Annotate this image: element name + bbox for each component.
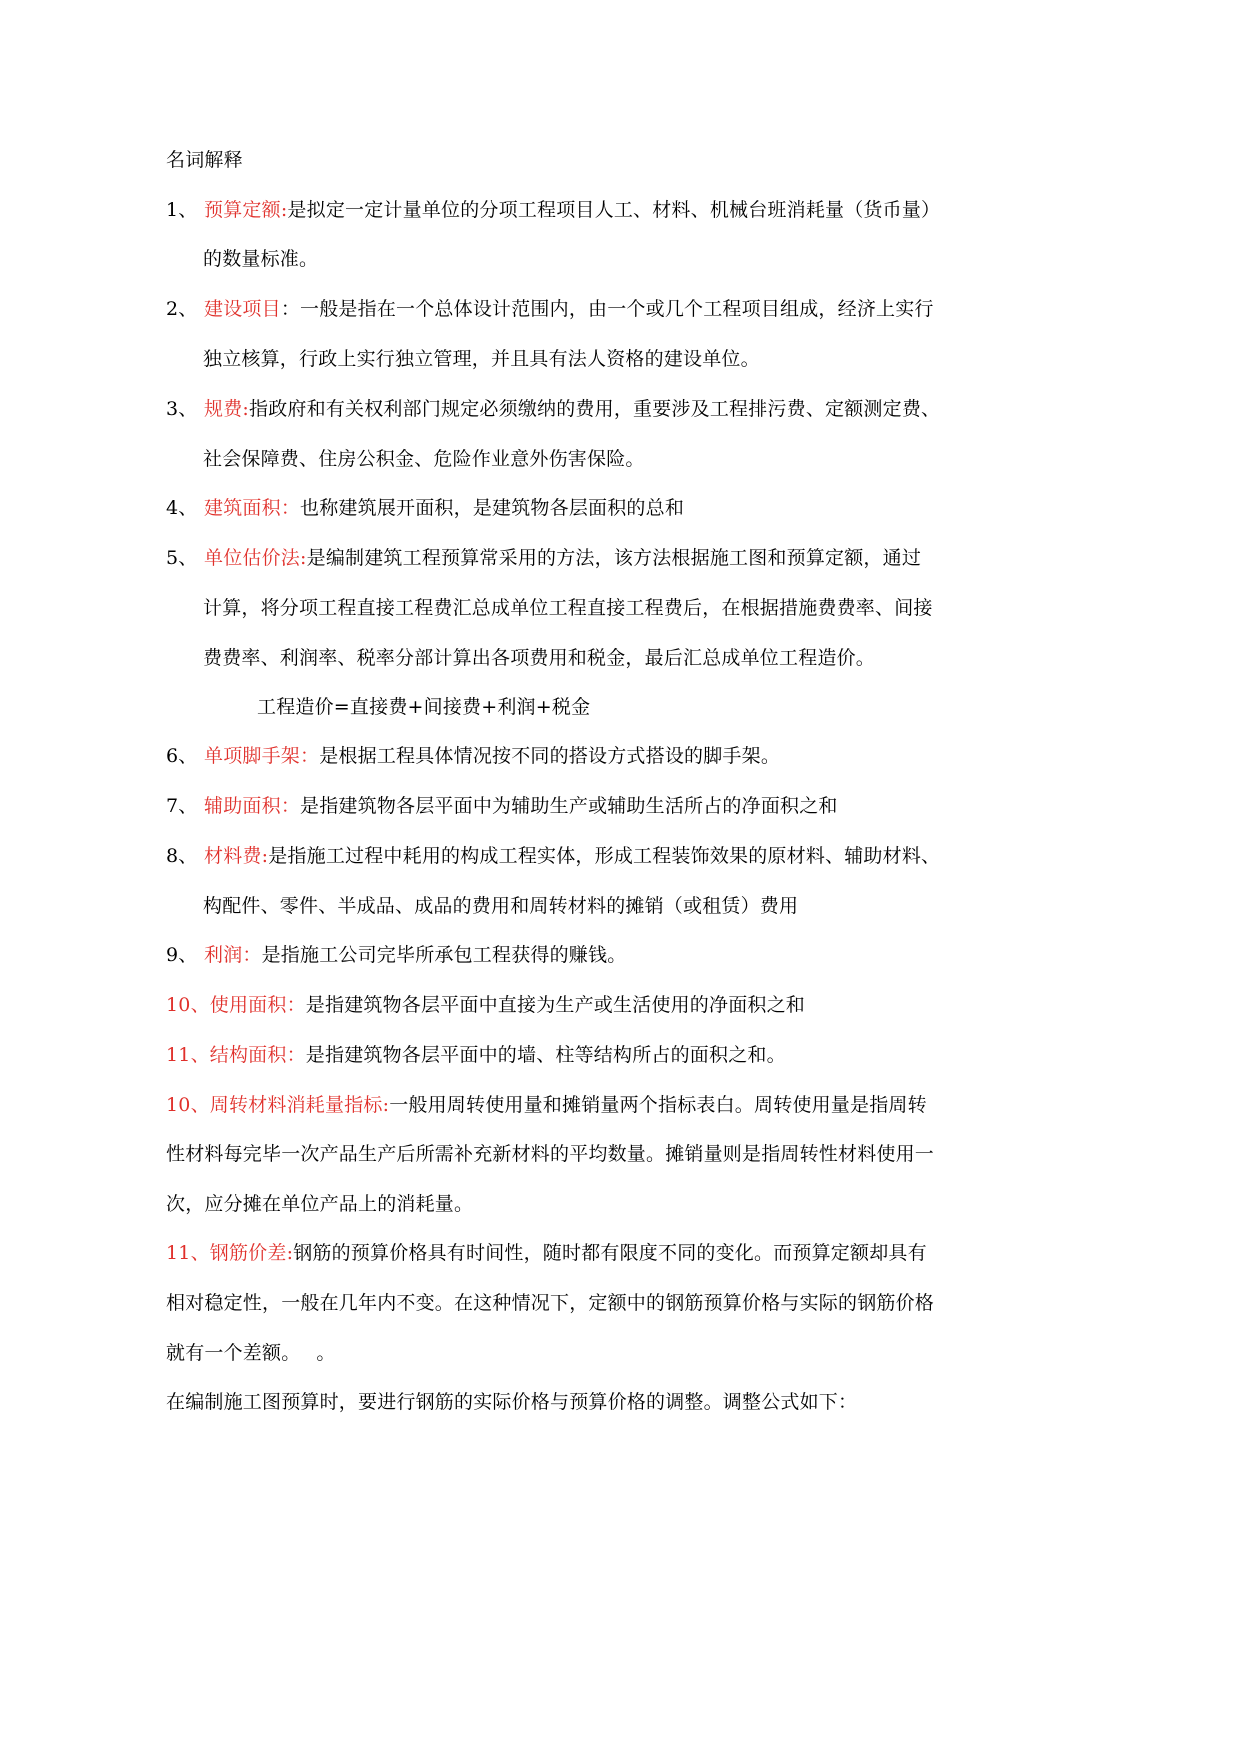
section-heading: 名词解释 xyxy=(166,149,243,171)
closing-paragraph: 在编制施工图预算时，要进行钢筋的实际价格与预算价格的调整。调整公式如下： xyxy=(166,1391,858,1413)
item-term: 单项脚手架 xyxy=(204,745,301,767)
item-text-line: 是编制建筑工程预算常采用的方法，该方法根据施工图和预算定额，通过 xyxy=(306,547,922,569)
definition-item-4 xyxy=(166,495,684,521)
item-term: 材料费 xyxy=(204,845,262,867)
item-text-line: 就有一个差额。 。 xyxy=(166,1342,336,1364)
item-term: 利润 xyxy=(204,944,243,966)
item-number: 7、 xyxy=(166,795,198,817)
item-term: 钢筋价差 xyxy=(209,1242,287,1264)
definition-item-9 xyxy=(166,942,626,968)
definition-item-11 xyxy=(166,1042,786,1068)
item-text-line: 独立核算，行政上实行独立管理，并且具有法人资格的建设单位。 xyxy=(203,348,760,370)
item-number: 10、 xyxy=(166,994,210,1016)
item-text-line: 钢筋的预算价格具有时间性，随时都有限度不同的变化。而预算定额却具有 xyxy=(293,1242,927,1264)
item-number: 10、 xyxy=(166,1094,210,1116)
item-number: 11、 xyxy=(166,1044,210,1066)
item-number: 1、 xyxy=(166,199,198,221)
item-term: 建筑面积 xyxy=(204,497,281,519)
item-term: 辅助面积 xyxy=(204,795,281,817)
item-term: 周转材料消耗量指标 xyxy=(209,1094,383,1116)
item-term: 使用面积 xyxy=(209,994,287,1016)
item-number: 9、 xyxy=(166,944,198,966)
item-number: 2、 xyxy=(166,298,198,320)
definition-item-3 xyxy=(166,396,940,422)
item-number: 6、 xyxy=(166,745,198,767)
item-separator: : xyxy=(280,199,288,221)
item-number: 3、 xyxy=(166,398,198,420)
item-text-line: 一般用周转使用量和摊销量两个指标表白。周转使用量是指周转 xyxy=(389,1094,927,1116)
definition-item-6 xyxy=(166,743,780,769)
definition-item-7 xyxy=(166,793,838,819)
item-text-line: 费费率、利润率、税率分部计算出各项费用和税金，最后汇总成单位工程造价。 xyxy=(203,647,876,669)
definition-item-1 xyxy=(166,197,940,223)
item-separator: ： xyxy=(280,795,301,817)
item-term: 单位估价法 xyxy=(204,547,301,569)
item-text-line: 指政府和有关权利部门规定必须缴纳的费用，重要涉及工程排污费、定额测定费、 xyxy=(249,398,941,420)
item-text-line: 的数量标准。 xyxy=(203,248,319,270)
definition-item-2 xyxy=(166,296,934,322)
item-text-line: 构配件、零件、半成品、成品的费用和周转材料的摊销（或租赁）费用 xyxy=(203,895,799,917)
item-text-line: 相对稳定性，一般在几年内不变。在这种情况下，定额中的钢筋预算价格与实际的钢筋价格 xyxy=(166,1292,935,1314)
item-text-line: 一般是指在一个总体设计范围内，由一个或几个工程项目组成，经济上实行 xyxy=(300,298,934,320)
definition-item-13 xyxy=(166,1240,927,1266)
item-separator: ： xyxy=(300,745,320,767)
item-number: 8、 xyxy=(166,845,198,867)
formula-line: 工程造价=直接费+间接费+利润+税金 xyxy=(257,696,591,718)
definition-item-10 xyxy=(166,992,805,1018)
item-separator: : xyxy=(242,398,250,420)
item-separator: ： xyxy=(280,497,301,519)
item-text-line: 社会保障费、住房公积金、危险作业意外伤害保险。 xyxy=(203,448,645,470)
item-text-line: 性材料每完毕一次产品生产后所需补充新材料的平均数量。摊销量则是指周转性材料使用一 xyxy=(166,1143,935,1165)
item-term: 结构面积 xyxy=(209,1044,287,1066)
item-term: 建设项目 xyxy=(204,298,281,320)
item-text-line: 是指建筑物各层平面中的墙、柱等结构所占的面积之和。 xyxy=(305,1044,786,1066)
item-separator: : xyxy=(300,547,307,569)
definition-item-12 xyxy=(166,1092,927,1118)
item-number: 11、 xyxy=(166,1242,210,1264)
item-number: 5、 xyxy=(166,547,198,569)
item-separator: : xyxy=(382,1094,390,1116)
item-text-line: 是指施工公司完毕所承包工程获得的赚钱。 xyxy=(261,944,627,966)
item-term: 规费 xyxy=(204,398,243,420)
item-text-line: 是指建筑物各层平面中直接为生产或生活使用的净面积之和 xyxy=(305,994,805,1016)
item-separator: ： xyxy=(286,1044,306,1066)
item-number: 4、 xyxy=(166,497,198,519)
item-text-line: 是根据工程具体情况按不同的搭设方式搭设的脚手架。 xyxy=(319,745,781,767)
definition-item-8 xyxy=(166,843,940,869)
item-text-line: 是拟定一定计量单位的分项工程项目人工、材料、机械台班消耗量（货币量） xyxy=(287,199,941,221)
item-separator: : xyxy=(261,845,269,867)
item-text-line: 是指施工过程中耗用的构成工程实体，形成工程装饰效果的原材料、辅助材料、 xyxy=(268,845,941,867)
definition-item-5 xyxy=(166,545,921,571)
item-separator: ： xyxy=(242,944,262,966)
item-separator: ： xyxy=(286,994,306,1016)
item-text-line: 是指建筑物各层平面中为辅助生产或辅助生活所占的净面积之和 xyxy=(300,795,838,817)
item-text-line: 计算，将分项工程直接工程费汇总成单位工程直接工程费后，在根据措施费费率、间接 xyxy=(203,597,933,619)
item-text-line: 也称建筑展开面积，是建筑物各层面积的总和 xyxy=(300,497,685,519)
item-term: 预算定额 xyxy=(204,199,281,221)
item-separator: : xyxy=(286,1242,294,1264)
item-separator: ： xyxy=(280,298,301,320)
item-text-line: 次，应分摊在单位产品上的消耗量。 xyxy=(166,1193,474,1215)
